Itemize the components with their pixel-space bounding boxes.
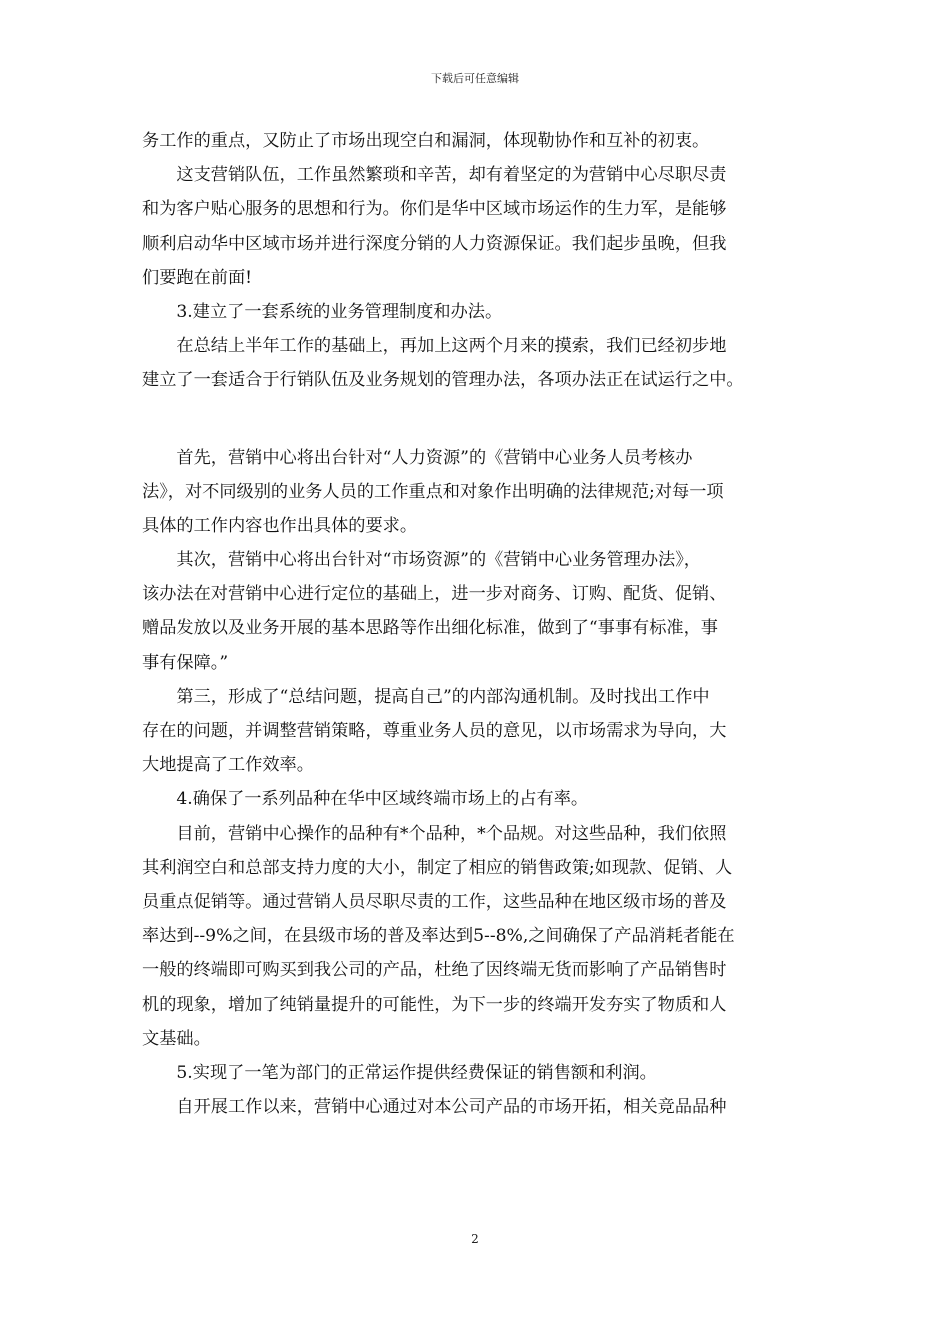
text-line: 该办法在对营销中心进行定位的基础上，进一步对商务、订购、配货、促销、 (142, 584, 727, 605)
text-line: 率达到--9%之间，在县级市场的普及率达到5--8%,之间确保了产品消耗者能在 (142, 926, 735, 947)
text-line: 大地提高了工作效率。 (142, 755, 314, 776)
text-line: 事有保障。” (142, 652, 229, 673)
text-line: 赠品发放以及业务开展的基本思路等作出细化标准，做到了“事事有标准，事 (142, 618, 718, 639)
text-line: 存在的问题，并调整营销策略，尊重业务人员的意见，以市场需求为导向，大 (142, 721, 727, 741)
text-line: 在总结上半年工作的基础上，再加上这两个月来的摸索，我们已经初步地 (142, 336, 727, 357)
text-line: 第三，形成了“总结问题，提高自己”的内部沟通机制。及时找出工作中 (142, 686, 710, 707)
paragraph-gap (142, 398, 812, 441)
text-line: 建立了一套适合于行销队伍及业务规划的管理办法，各项办法正在试运行之中。 (142, 370, 744, 391)
page-header: 下载后可任意编辑 (431, 72, 519, 85)
text-line: 其次，营销中心将出台针对“市场资源”的《营销中心业务管理办法》， (142, 550, 701, 571)
text-line: 顺利启动华中区域市场并进行深度分销的人力资源保证。我们起步虽晚，但我 (142, 233, 727, 254)
page-number: 2 (471, 1232, 479, 1246)
document-body (142, 124, 812, 1124)
section-heading-4: 4.确保了一系列品种在华中区域终端市场上的占有率。 (142, 789, 589, 810)
text-line: 和为客户贴心服务的思想和行为。你们是华中区域市场运作的生力军，是能够 (142, 199, 727, 220)
text-line: 这支营销队伍，工作虽然繁琐和辛苦，却有着坚定的为营销中心尽职尽责 (142, 165, 727, 186)
text-line: 们要跑在前面! (142, 267, 253, 288)
text-line: 文基础。 (142, 1028, 211, 1049)
text-line: 其利润空白和总部支持力度的大小，制定了相应的销售政策;如现款、促销、人 (142, 857, 733, 878)
text-line: 自开展工作以来，营销中心通过对本公司产品的市场开拓，相关竞品品种 (142, 1097, 727, 1118)
text-line: 目前，营销中心操作的品种有*个品种，*个品规。对这些品种，我们依照 (142, 823, 727, 844)
text-line: 机的现象，增加了纯销量提升的可能性，为下一步的终端开发夯实了物质和人 (142, 994, 727, 1015)
text-line: 首先，营销中心将出台针对“人力资源”的《营销中心业务人员考核办 (142, 447, 693, 468)
text-line: 一般的终端即可购买到我公司的产品，杜绝了因终端无货而影响了产品销售时 (142, 960, 727, 981)
text-line: 员重点促销等。通过营销人员尽职尽责的工作，这些品种在地区级市场的普及 (142, 891, 727, 912)
text-line: 法》，对不同级别的业务人员的工作重点和对象作出明确的法律规范;对每一项 (142, 481, 724, 502)
text-line: 具体的工作内容也作出具体的要求。 (142, 515, 418, 536)
section-heading-3: 3.建立了一套系统的业务管理制度和办法。 (142, 301, 503, 322)
text-line: 务工作的重点，又防止了市场出现空白和漏洞，体现勒协作和互补的初衷。 (142, 131, 710, 151)
section-heading-5: 5.实现了一笔为部门的正常运作提供经费保证的销售额和利润。 (142, 1062, 657, 1083)
